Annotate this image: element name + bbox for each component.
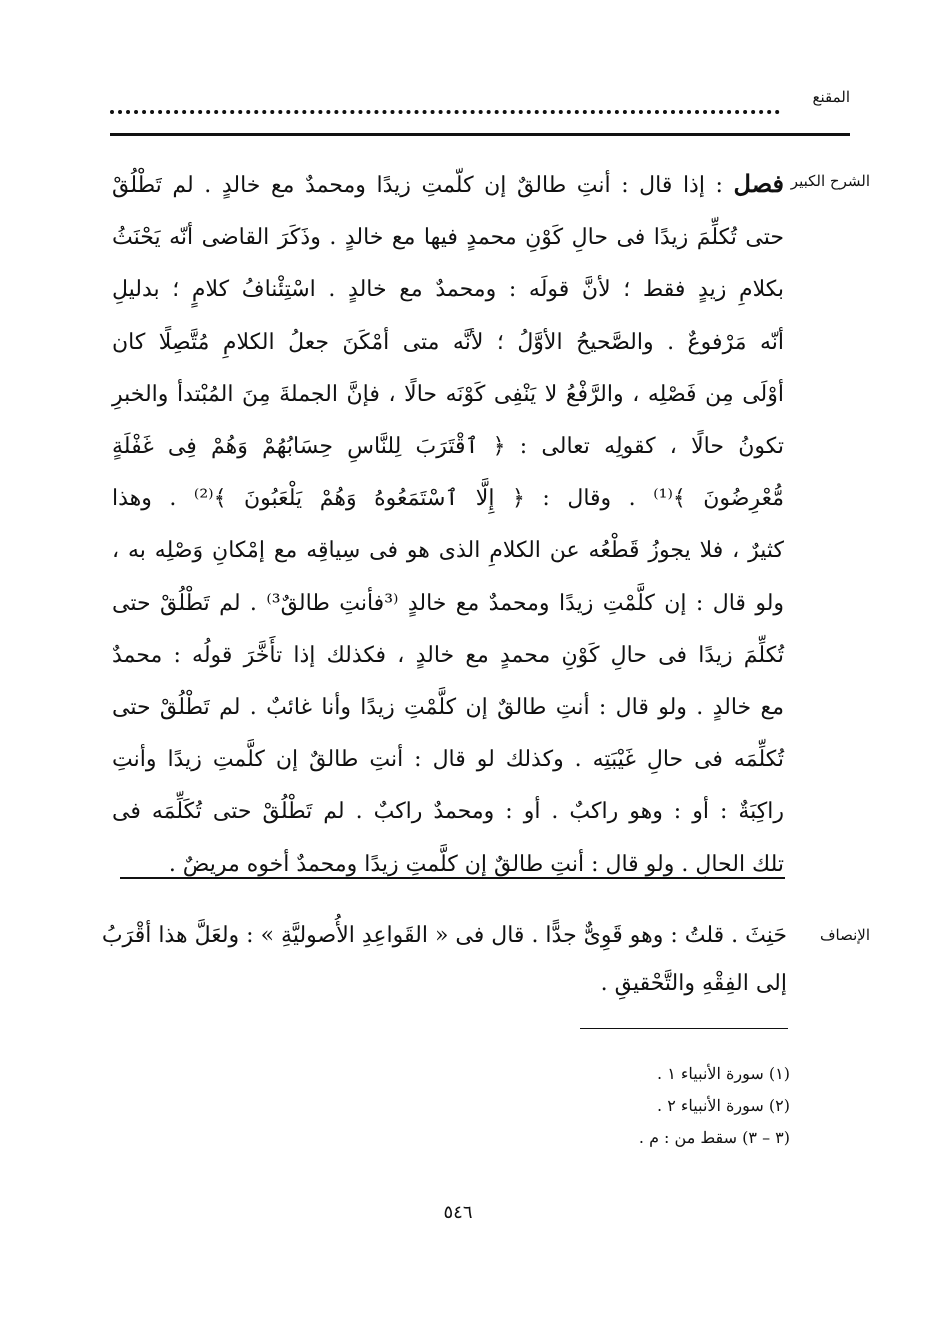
footnote-divider: [580, 1028, 788, 1029]
footnote-item: (٣ – ٣) سقط من : م .: [638, 1128, 790, 1147]
main-line: راكِبَةٌ : أو : وهو راكبٌ . أو : ومحمدٌ راكبٌ . لم تَطْلُقْ حتى تُكَلِّمَه فى: [112, 799, 784, 825]
running-header-title: المقنع: [812, 88, 850, 106]
main-line: تكونُ حالًا ، كقولِه تعالى : ﴿ ٱقْتَرَبَ لِلنَّاسِ حِسَابُهُمْ وَهُمْ فِى غَفْلَةٍ: [112, 434, 784, 460]
side-label-insaf: الإنصاف: [819, 926, 870, 944]
main-line: أنّه مَرْفوعٌ . والصَّحيحُ الأوَّلُ ؛ لأنَّه متى أمْكَنَ جعلُ الكلامِ مُتَّصِلًا كان: [112, 329, 784, 355]
header-rule: [110, 133, 850, 136]
insaf-text-block: [101, 912, 787, 1008]
footnote-item: (١) سورة الأنبياء ١ .: [657, 1064, 790, 1083]
main-line: فصل : إذا قال : أنتِ طالقٌ إن كلّمتِ زيدًا ومحمدٌ مع خالدٍ . لم تَطْلُقْ: [112, 169, 784, 198]
side-label-sharh: الشرح الكبير: [790, 172, 870, 190]
footnotes: [480, 1058, 790, 1154]
main-line: مُّعْرِضُونَ ﴾⁽¹⁾ . وقال : ﴿ إِلَّا ٱسْتَمَعُوهُ وَهُمْ يَلْعَبُونَ ﴾⁽²⁾ . وهذا: [112, 486, 784, 512]
main-text-block: [112, 158, 784, 891]
section-heading: فصل: [733, 169, 784, 198]
main-line: كثيرٌ ، فلا يجوزُ قَطْعُه عن الكلامِ الذى هو فى سِياقِه مع إمْكانِ وَصْلِه به ،: [112, 538, 784, 564]
main-line: تلك الحالِ . ولو قال : أنتِ طالقٌ إن كلَّمتِ زيدًا ومحمدٌ أخوه مريضٌ .: [168, 851, 784, 877]
page-number: ٥٤٦: [443, 1202, 473, 1223]
header-dotted-line: [110, 100, 780, 114]
insaf-line: إلى الفِقْهِ والتَّحْقيقِ .: [600, 971, 787, 996]
main-line: حتى تُكلِّمَ زيدًا فى حالِ كَوْنِ محمدٍ فيها مع خالدٍ . وذَكَرَ القاضى أنّه يَحْنَثُ: [112, 225, 784, 251]
main-line: تُكلِّمَ زيدًا فى حالِ كَوْنِ محمدٍ مع خالدٍ ، فكذلك إذا تأَخَّرَ قولُه : محمدٌ: [112, 642, 784, 668]
main-line: مع خالدٍ . ولو قال : أنتِ طالقٌ إن كلَّمْتِ زيدًا وأنا غائبٌ . لم تَطْلُقْ حتى: [112, 695, 784, 721]
insaf-line: حَنِثَ . قلتُ : وهو قَوِىٌّ جدًّا . قال فى « القَواعِدِ الأُصوليَّةِ » : ولعَلَّ هذا أقْرَبُ: [101, 923, 787, 948]
footnote-item: (٢) سورة الأنبياء ٢ .: [657, 1096, 790, 1115]
main-line: ولو قال : إن كلَّمْتِ زيدًا ومحمدٌ مع خالدٍ ⁽³فأنتِ طالقٌ³⁾ . لم تَطْلُقْ حتى: [112, 590, 785, 616]
main-line: أوْلَى مِن فَصْلِه ، والرَّفْعُ لا يَنْفِى كَوْنَه حالًا ، فإنَّ الجملةَ مِنَ المُبْتدأ والخبرِ: [112, 381, 784, 407]
main-line: تُكلِّمَه فى حالِ غَيْبَتِه . وكذلك لو قال : أنتِ طالقٌ إن كلَّمتِ زيدًا وأنتِ: [112, 747, 784, 773]
main-line: بكلامِ زيدٍ فقط ؛ لأنَّ قولَه : ومحمدٌ مع خالدٍ . اسْتِئْنافُ كلامٍ ؛ بدليلِ: [112, 277, 784, 303]
section-divider: [120, 877, 785, 879]
